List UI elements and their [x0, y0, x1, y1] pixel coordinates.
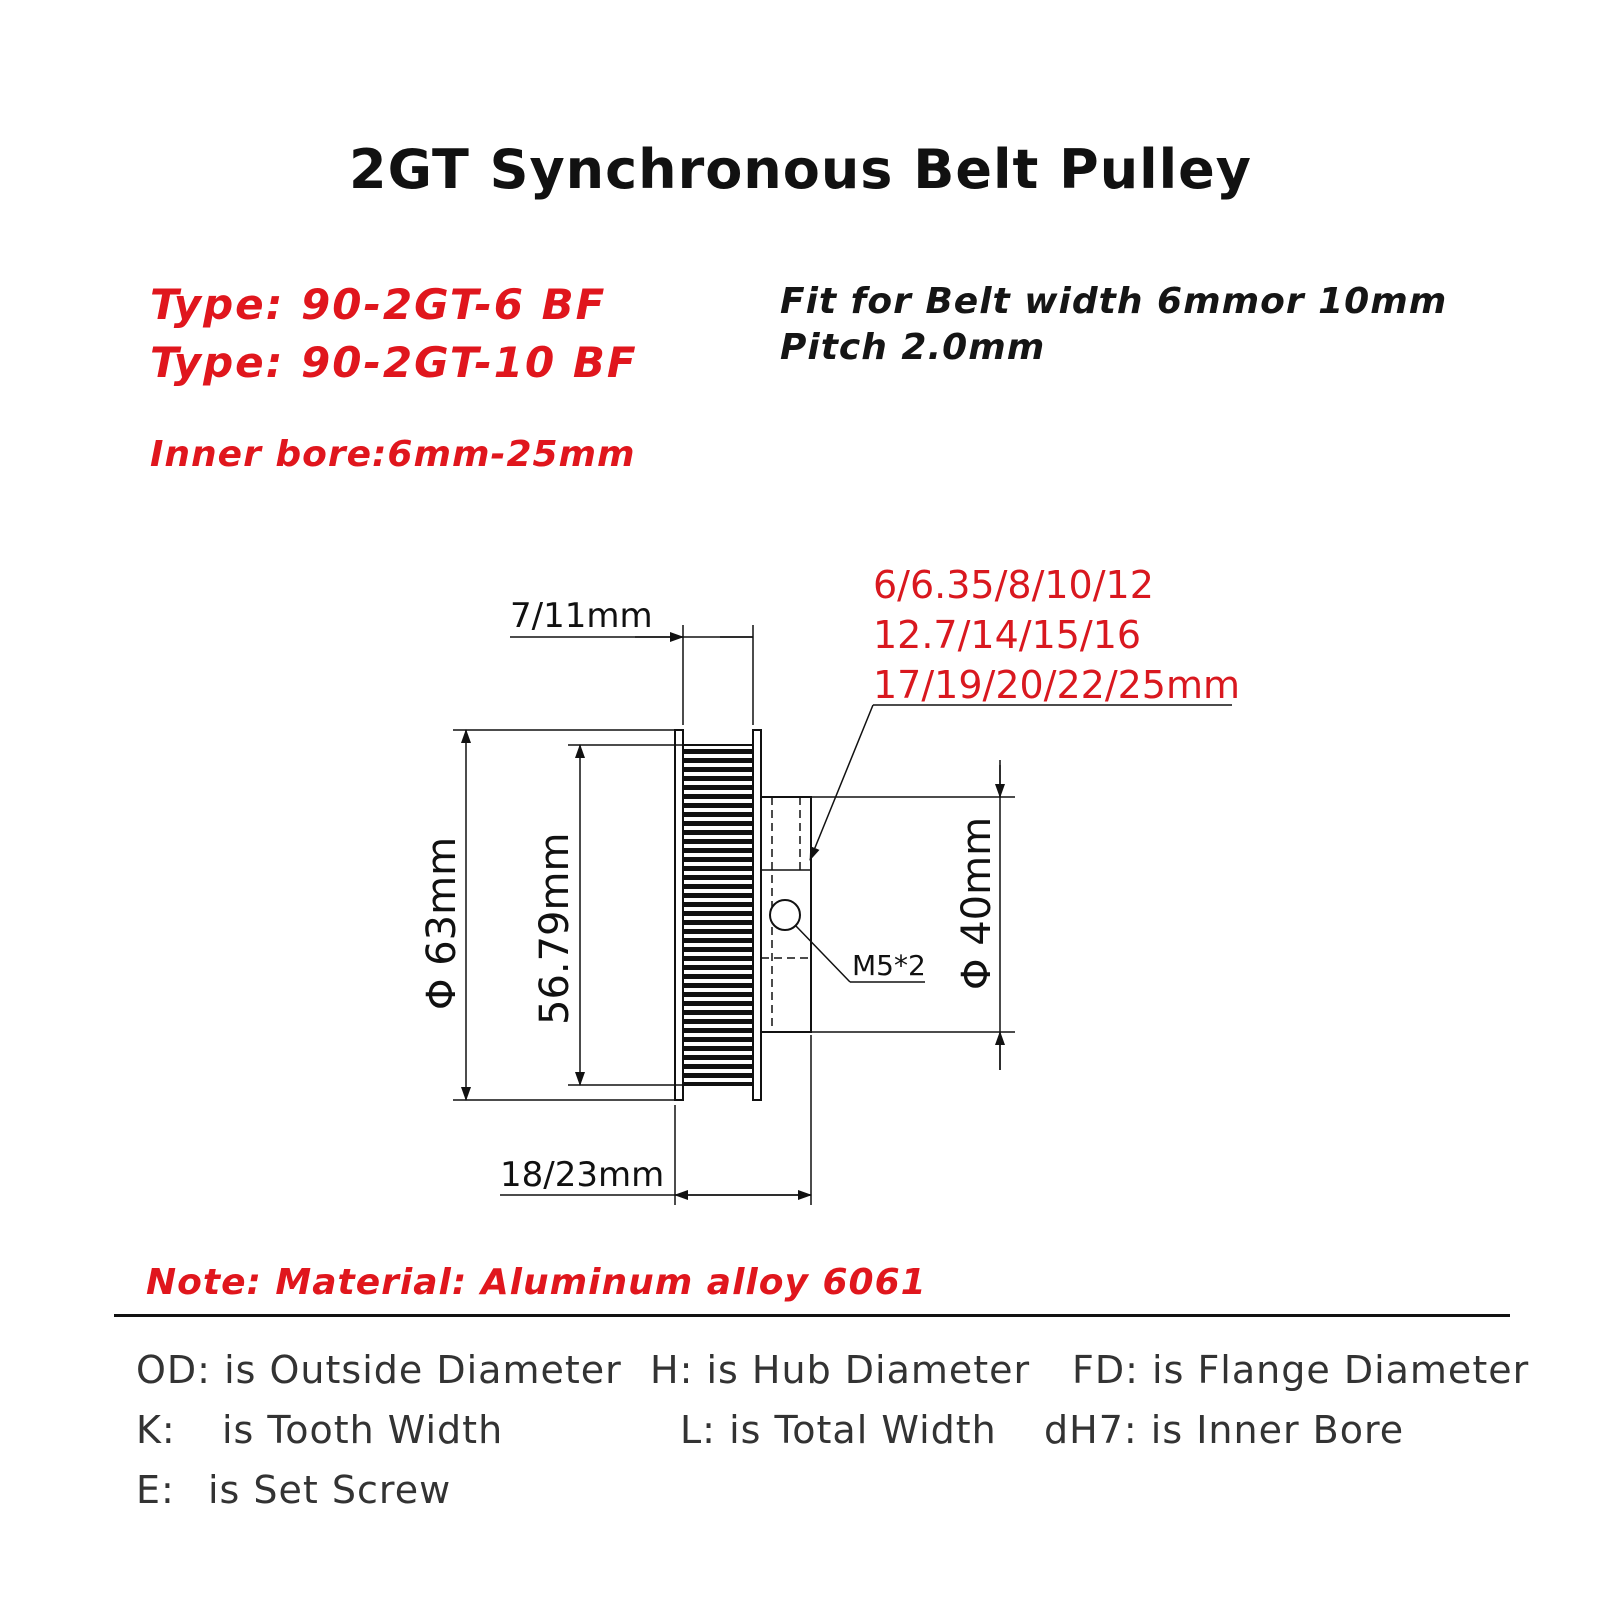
right-flange: [753, 730, 761, 1100]
bore-size-line-3: 17/19/20/22/25mm: [873, 663, 1241, 707]
svg-text:Φ 40mm: [954, 817, 1000, 990]
divider: [114, 1314, 1510, 1317]
phi-symbol-hub: Φ: [954, 958, 1000, 990]
belt-width-spec: Fit for Belt width 6mmor 10mm: [780, 281, 1448, 322]
tooth-width-label: 7/11mm: [510, 596, 653, 636]
legend-item-e: E: is Set Screw: [136, 1468, 452, 1512]
page-title: 2GT Synchronous Belt Pulley: [349, 138, 1252, 201]
bore-size-line-1: 6/6.35/8/10/12: [873, 563, 1154, 607]
total-width-label: 18/23mm: [500, 1155, 665, 1195]
legend-item-h: H: is Hub Diameter: [650, 1348, 1031, 1392]
toothed-body: [683, 745, 753, 1085]
pitch-spec: Pitch 2.0mm: [780, 327, 1046, 368]
legend-item-l: L: is Total Width: [680, 1408, 997, 1452]
legend-item-k: K: is Tooth Width: [136, 1408, 504, 1452]
legend-item-fd: FD: is Flange Diameter: [1072, 1348, 1530, 1392]
bore-size-line-2: 12.7/14/15/16: [873, 613, 1142, 657]
bore-size-leader: [810, 563, 1240, 860]
phi-symbol-od: Φ: [419, 978, 465, 1010]
legend-item-od: OD: is Outside Diameter: [136, 1348, 622, 1392]
material-note: Note: Material: Aluminum alloy 6061: [146, 1262, 927, 1303]
type-label-6: Type: 90-2GT-6 BF: [150, 280, 607, 329]
inner-bore-label: Inner bore:6mm-25mm: [150, 434, 636, 475]
hub-diameter-label: 40mm: [954, 816, 1000, 946]
left-flange: [675, 730, 683, 1100]
hub-diameter-dimension: [811, 760, 1015, 1070]
type-label-10: Type: 90-2GT-10 BF: [150, 338, 638, 387]
set-screw-label: M5*2: [852, 949, 926, 982]
total-width-dimension: [500, 1035, 811, 1205]
tooth-width-dimension: [510, 596, 753, 725]
legend-item-dh7: dH7: is Inner Bore: [1044, 1408, 1405, 1452]
pitch-diameter-dimension: [532, 745, 683, 1085]
svg-text:Φ 63mm: [419, 837, 465, 1010]
pitch-diameter-label: 56.79mm: [532, 832, 578, 1025]
outer-diameter-label: 63mm: [419, 836, 465, 966]
set-screw-leader: [795, 925, 926, 982]
